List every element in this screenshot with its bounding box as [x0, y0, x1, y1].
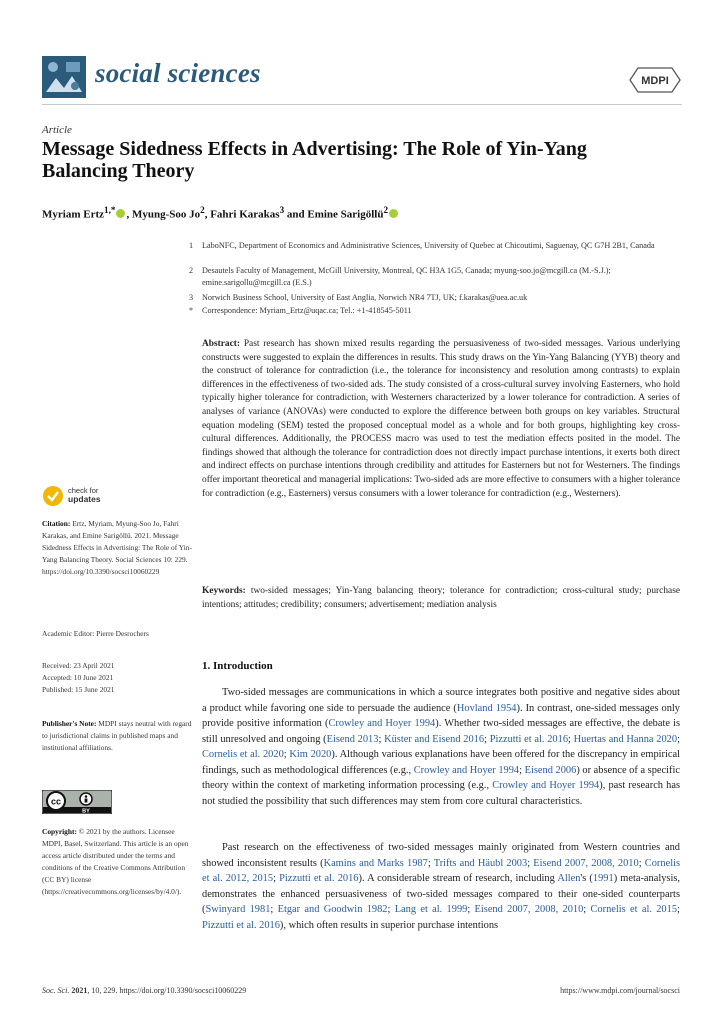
keywords-text: two-sided messages; Yin-Yang balancing theory; tolerance for contradiction; cross-cultural study; purchase intentions; attitudes; credibility; consumers; advertisement; mediation analysis: [202, 586, 680, 610]
paragraph-text: ;: [638, 857, 645, 869]
citation-link[interactable]: 1991: [592, 873, 614, 884]
paragraph-text: ;: [568, 733, 574, 745]
citation-label: Citation:: [42, 519, 71, 528]
dates-block: [42, 660, 192, 696]
paragraph-text: ), which often results in superior purchase intentions: [279, 919, 499, 931]
citation-link[interactable]: Eisend 2007, 2008, 2010: [474, 904, 584, 915]
footer-journal-url[interactable]: https://www.mdpi.com/journal/socsci: [560, 986, 680, 995]
citation-link[interactable]: Eisend 2006: [524, 764, 577, 776]
citation-link[interactable]: Cornelis et al. 2012, 2015: [202, 857, 681, 884]
citation-link[interactable]: Crowley and Hoyer 1994: [492, 780, 600, 791]
affiliation-number: *: [189, 306, 194, 315]
correspondence: [189, 305, 672, 317]
paragraph-text: ) meta-analysis, demonstrates the enhanced persuasiveness of two-sided messages compared to their one-sided counterparts (: [202, 873, 680, 915]
affiliation-number: 2: [189, 266, 194, 275]
cc-by-label: BY: [82, 808, 90, 814]
paragraph-text: ;: [677, 733, 680, 745]
citation-link[interactable]: Allen: [557, 873, 581, 884]
intro-paragraph-2: [202, 840, 680, 933]
paragraph-text: Past research on the effectiveness of two-sided messages mainly originated from Western countries and showed inconsistent results (: [202, 842, 680, 869]
paragraph-text: ;: [519, 764, 525, 776]
paragraph-text: ). A considerable stream of research, including: [358, 873, 558, 884]
article-type: Article: [42, 124, 72, 136]
citation-link[interactable]: Eisend 2007, 2008, 2010: [533, 857, 639, 869]
author-affiliation-sup: 2: [383, 205, 389, 215]
citation-text[interactable]: Ertz, Myriam, Myung-Soo Jo, Fahri Karakas, and Emine Sarigöllü. 2021. Message Sidedness Effects in Advertising: The Role of Yin-Yang Balancing Theory. Social Sciences 10: 229. https://doi.org/10.3390/socsci10060229: [42, 519, 192, 576]
academic-editor: Academic Editor: Pierre Desrochers: [42, 629, 149, 638]
journal-logo-icon: [42, 56, 86, 98]
check-line-1: check for: [68, 486, 99, 495]
author-name[interactable]: , Myung-Soo Jo: [126, 208, 201, 221]
copyright-label: Copyright:: [42, 827, 77, 836]
article-title: Message Sidedness Effects in Advertising: The Role of Yin-Yang Balancing Theory: [42, 138, 587, 182]
citation-link[interactable]: Cornelis et al. 2015: [590, 904, 678, 915]
intro-paragraph-1: [202, 685, 680, 809]
published-date: Published: 15 June 2021: [42, 685, 115, 694]
journal-name: social sciences: [95, 58, 261, 88]
paragraph-text: ), past research has not studied the possibility that such differences may stem from core cultural characteristics.: [202, 780, 681, 807]
citation-link[interactable]: Küster and Eisend 2016: [384, 733, 485, 745]
citation-link[interactable]: Crowley and Hoyer 1994: [413, 764, 520, 776]
affiliation-text: Desautels Faculty of Management, McGill University, Montreal, QC H3A 1G5, Canada; myung-soo.jo@mcgill.ca (M.-S.J.); emine.sarigollu@mcgill.ca (E.S.): [202, 266, 611, 287]
citation-link[interactable]: Pizzutti et al. 2016: [279, 873, 359, 884]
citation-link[interactable]: Crowley and Hoyer 1994: [328, 718, 436, 729]
affiliation-text: LaboNFC, Department of Economics and Administrative Sciences, University of Quebec at Chicoutimi, Saguenay, QC G7H 2B1, Canada: [202, 241, 655, 250]
paragraph-text: ;: [273, 873, 280, 884]
affiliation-text: Norwich Business School, University of East Anglia, Norwich NR4 7TJ, UK; f.karakas@uea.ac.uk: [202, 293, 528, 302]
author-name[interactable]: Myriam Ertz: [42, 208, 104, 221]
footer-citation: [42, 986, 246, 995]
affiliation-number: 1: [189, 241, 194, 250]
citation-link[interactable]: Trifts and Häubl 2003: [433, 857, 528, 869]
citation-link[interactable]: Cornelis et al. 2020: [202, 749, 284, 760]
citation-link[interactable]: Etgar and Goodwin 1982: [277, 904, 388, 915]
accepted-date: Accepted: 10 June 2021: [42, 673, 114, 682]
paragraph-text: ;: [484, 733, 490, 745]
affiliation-number: 3: [189, 293, 194, 302]
paragraph-text: ;: [378, 733, 385, 745]
footer-year: 2021: [71, 986, 88, 995]
citation-link[interactable]: Pizzutti et al. 2016: [202, 919, 280, 931]
received-date: Received: 23 April 2021: [42, 661, 115, 670]
cc-by-license-icon[interactable]: [42, 790, 112, 814]
citation-link[interactable]: Kamins and Marks 1987: [323, 857, 428, 869]
author-name[interactable]: , Fahri Karakas: [204, 208, 280, 221]
affiliation-text: Correspondence: Myriam_Ertz@uqac.ca; Tel.: +1-418545-5011: [202, 306, 412, 315]
author-affiliation-sup: 3: [279, 205, 285, 215]
citation-link[interactable]: Eisend 2013: [326, 733, 379, 745]
orcid-icon[interactable]: [389, 209, 398, 218]
citation-link[interactable]: Lang et al. 1999: [394, 904, 468, 915]
orcid-icon[interactable]: [116, 209, 125, 218]
paragraph-text: ;: [527, 857, 534, 869]
publisher-note-label: Publisher's Note:: [42, 719, 97, 728]
paragraph-text: ;: [427, 857, 434, 869]
paragraph-text: ). In contrast, one-sided messages only provide positive information (: [202, 702, 680, 729]
paragraph-text: ) or absence of a specific theory within the context of marketing information processing (e.g.,: [202, 764, 680, 791]
footer-doi[interactable]: , 10, 229. https://doi.org/10.3390/socsci10060229: [87, 986, 247, 995]
mdpi-logo-icon: [628, 66, 682, 94]
paragraph-text: Two-sided messages are communications in which a source integrates both positive and negative sides about a product while favoring one side to persuade the audience (: [202, 687, 680, 714]
check-for-updates-button[interactable]: [42, 485, 162, 507]
paragraph-text: ;: [387, 904, 395, 915]
header-divider: [42, 104, 682, 105]
affiliation-3: [189, 292, 672, 304]
mdpi-label: MDPI: [641, 75, 669, 87]
copyright-block: [42, 826, 192, 898]
paragraph-text: ;: [677, 904, 680, 915]
keywords: [202, 585, 680, 612]
check-updates-icon: [42, 485, 64, 507]
author-affiliation-sup: 1,*: [104, 205, 116, 215]
paragraph-text: ;: [283, 749, 290, 760]
citation-link[interactable]: Kim 2020: [289, 749, 332, 760]
paragraph-text: ). Whether two-sided messages are effective, the debate is still unresolved and ongoing (: [202, 718, 681, 745]
citation-link[interactable]: Pizzutti et al. 2016: [489, 733, 569, 745]
paragraph-text: 's (: [580, 873, 593, 884]
affiliation-1: [189, 240, 672, 252]
paragraph-text: ;: [583, 904, 591, 915]
abstract: [202, 338, 680, 501]
abstract-label: Abstract:: [202, 339, 241, 349]
author-list: [42, 205, 399, 221]
publisher-note: [42, 718, 192, 754]
citation-link[interactable]: Swinyard 1981: [205, 904, 271, 915]
check-for-updates-label: [68, 486, 101, 504]
copyright-text: © 2021 by the authors. Licensee MDPI, Basel, Switzerland. This article is an open access article distributed under the terms and conditions of the Creative Commons Attribution (CC BY) license (https://creativecommons.org/licenses/by/4.0/).: [42, 827, 189, 896]
section-heading: 1. Introduction: [202, 660, 273, 672]
citation-link[interactable]: Hovland 1954: [456, 702, 517, 714]
affiliation-2: [189, 265, 672, 288]
citation-block: [42, 518, 192, 578]
author-name[interactable]: and Emine Sarigöllü: [284, 208, 384, 221]
cc-label: cc: [50, 796, 62, 807]
author-affiliation-sup: 2: [200, 205, 205, 215]
abstract-text: Past research has shown mixed results regarding the persuasiveness of two-sided messages. Various underlying constructs were suggested to explain the differences in results. This study draws on the Yin-Yang Balancing (YYB) theory and the construct of tolerance for contradiction (i.e., the tolerance for inconsistency and resolution among contrasts) to explain differences in the effectiveness of two-sided ads. The study consisted of a cross-cultural survey involving Easterners, who hold typically higher tolerance for contradiction, with Westerners characterized by a lower tolerance for contradiction. A series of analyses of variance (ANOVAs) were conducted to explore the difference between both groups on key variables. Structural equation modeling (SEM) tested the proposed conceptual model as a whole and for both groups, highlighting key cross-cultural differences. Additionally, the PROCESS macro was used to test the mediation effects posited in the model. The findings showed that although the tolerance for contradiction does not directly impact purchase intentions, it exerts both direct and indirect effects on purchase intentions through credibility and attitudes for Easterners but not for Westerners. The findings offer important theoretical and managerial implications: Two-sided ads are more effective to consumers with a higher tolerance for contradiction (e.g., Easterners) versus consumers with a lower tolerance for contradiction (e.g., Westerners).: [202, 339, 681, 499]
paragraph-text: ;: [270, 904, 278, 915]
keywords-label: Keywords:: [202, 586, 246, 596]
check-line-2: updates: [68, 494, 101, 504]
citation-link[interactable]: Huertas and Hanna 2020: [573, 733, 678, 745]
paragraph-text: ). Although various explanations have been offered for the discrepancy in empirical findings, such as methodological differences (e.g.,: [202, 749, 680, 776]
paragraph-text: ;: [467, 904, 475, 915]
publisher-note-text: MDPI stays neutral with regard to jurisdictional claims in published maps and institutional affiliations.: [42, 719, 192, 752]
footer-journal: Soc. Sci.: [42, 986, 70, 995]
